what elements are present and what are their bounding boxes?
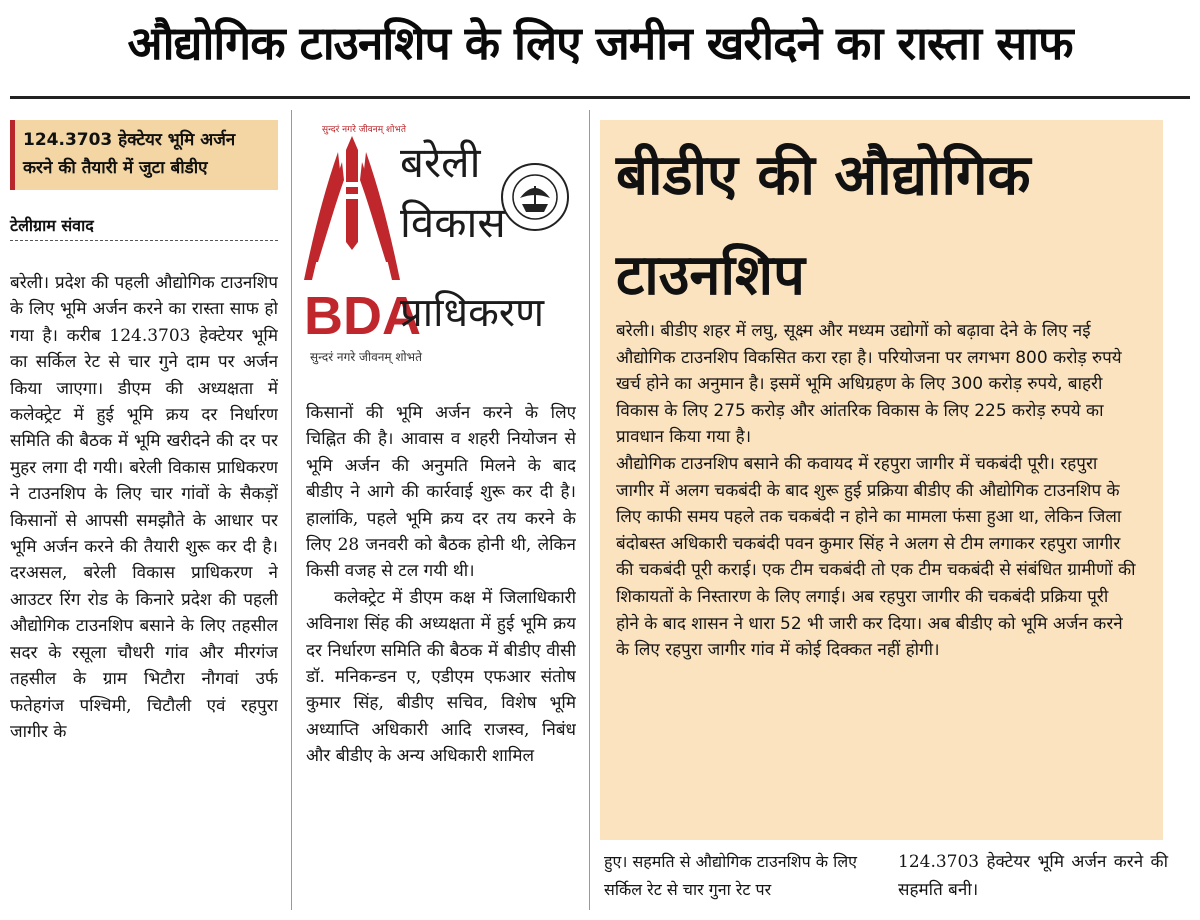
column-2-paragraph: किसानों की भूमि अर्जन करने के लिए चिह्नित की है। आवास व शहरी नियोजन से भूमि अर्जन की अनुमति मिलने के बाद बीडीए ने आगे की कार्रवाई शुरू कर दी है। हालांकि, पहले भूमि क्रय दर तय करने के लिए 28 जनवरी को बैठक होनी थी, लेकिन किसी वजह से टल गयी थी। [306,403,576,582]
column-2-paragraph: कलेक्ट्रेट में डीएम कक्ष में जिलाधिकारी अविनाश सिंह की अध्यक्षता में हुई भूमि क्रय दर निर्धारण समिति की बैठक में बीडीए वीसी डॉ. मनिकन्डन ए, एडीएम एफआर संतोष कुमार सिंह, बीडीए सचिव, विशेष भूमि अध्याप्ति अधिकारी आदि राजस्व, निबंध और बीडीए के अन्य अधिकारी शामिल [306,587,576,767]
article-continuation-2: 124.3703 हेक्टेयर भूमि अर्जन करने की सहमति बनी। [898,852,1168,900]
article-column-2 [306,400,576,910]
logo-line-bareilly: बरेली [400,138,481,187]
article-column-1: बरेली। प्रदेश की पहली औद्योगिक टाउनशिप के लिए भूमि अर्जन करने का रास्ता साफ हो गया है। करीब 124.3703 हेक्टेयर भूमि का सर्किल रेट से चार गुने दाम पर अर्जन किया जाएगा। डीएम की अध्यक्षता में कलेक्ट्रेट में हुई भूमि क्रय दर निर्धारण समिति की बैठक में भूमि खरीदने की दर पर मुहर लगा दी गयी। बरेली विकास प्राधिकरण ने टाउनशिप के लिए चार गांवों के सैकड़ों किसानों से आपसी समझौते के आधार पर भूमि अर्जन करने की तैयारी शुरू कर दी है। दरअसल, बरेली विकास प्राधिकरण ने आउटर रिंग रोड के किनारे प्रदेश की पहली औद्योगिक टाउनशिप बसाने के लिए तहसील सदर के रसूला चौधरी गांव और मीरगंज तहसील के ग्राम भिटौरा नौगवां उर्फ फतेहगंज पश्चिमी, चिटौली एवं रहपुरा जागीर के [10,273,278,742]
byline: टेलीग्राम संवाद [10,214,278,241]
column-divider [291,110,292,910]
box-paragraph: औद्योगिक टाउनशिप बसाने की कवायद में रहपुरा जागीर में चकबंदी पूरी। रहपुरा जागीर में अलग चकबंदी के बाद शुरू हुई प्रक्रिया बीडीए की औद्योगिक टाउनशिप के लिए काफी समय पहले तक चकबंदी न होने का मामला फंसा हुआ था, लेकिन जिला बंदोबस्त अधिकारी चकबंदी पवन कुमार सिंह ने अलग से टीम लगाकर रहपुरा जागीर की चकबंदी पूरी कराई। एक टीम चकबंदी तो एक टीम चकबंदी से संबंधित ग्रामीणों की शिकायतों के निस्तारण के लिए लगाई। अब रहपुरा जागीर की चकबंदी प्रक्रिया पूरी होने के बाद शासन ने धारा 52 भी जारी कर दिया। अब बीडीए को भूमि अर्जन करने के लिए रहपुरा जागीर गांव में कोई दिक्कत नहीं होगी। [616,453,1136,661]
box-title: बीडीए की औद्योगिक टाउनशिप [616,143,1031,308]
logo-motto-top: सुन्दरं नगरे जीवनम् शोभते [322,125,406,135]
box-paragraph: बरेली। बीडीए शहर में लघु, सूक्ष्म और मध्यम उद्योगों को बढ़ावा देने के लिए नई औद्योगिक टाउनशिप विकसित करा रहा है। परियोजना पर लगभग 800 करोड़ रुपये खर्च होने का अनुमान है। इसमें भूमि अधिग्रहण के लिए 300 करोड़ रुपये, बाहरी विकास के लिए 275 करोड़ और आंतरिक विकास के लिए 225 करोड़ रुपये का प्रावधान किया गया है। [616,321,1122,448]
bda-logo [300,120,580,370]
subheadline: 124.3703 हेक्टेयर भूमि अर्जन करने की तैयारी में जुटा बीडीए [10,120,278,190]
logo-motto: सुन्दरं नगरे जीवनम् शोभते [310,350,422,364]
logo-line-pradhikaran: प्राधिकरण [400,290,545,336]
article-continuation-1: हुए। सहमति से औद्योगिक टाउनशिप के लिए सर्किल रेट से चार गुना रेट पर [604,852,858,899]
up-govt-seal-icon [500,162,570,232]
column-divider [589,110,590,910]
logo-abbr: BDA [304,286,421,346]
headline-rule [10,96,1190,99]
box-body [616,318,1136,664]
headline: औद्योगिक टाउनशिप के लिए जमीन खरीदने का रास्ता साफ [127,16,1073,70]
bda-emblem-icon [302,122,402,312]
logo-line-vikas: विकास [400,198,506,247]
sidebar-box [600,120,1163,840]
